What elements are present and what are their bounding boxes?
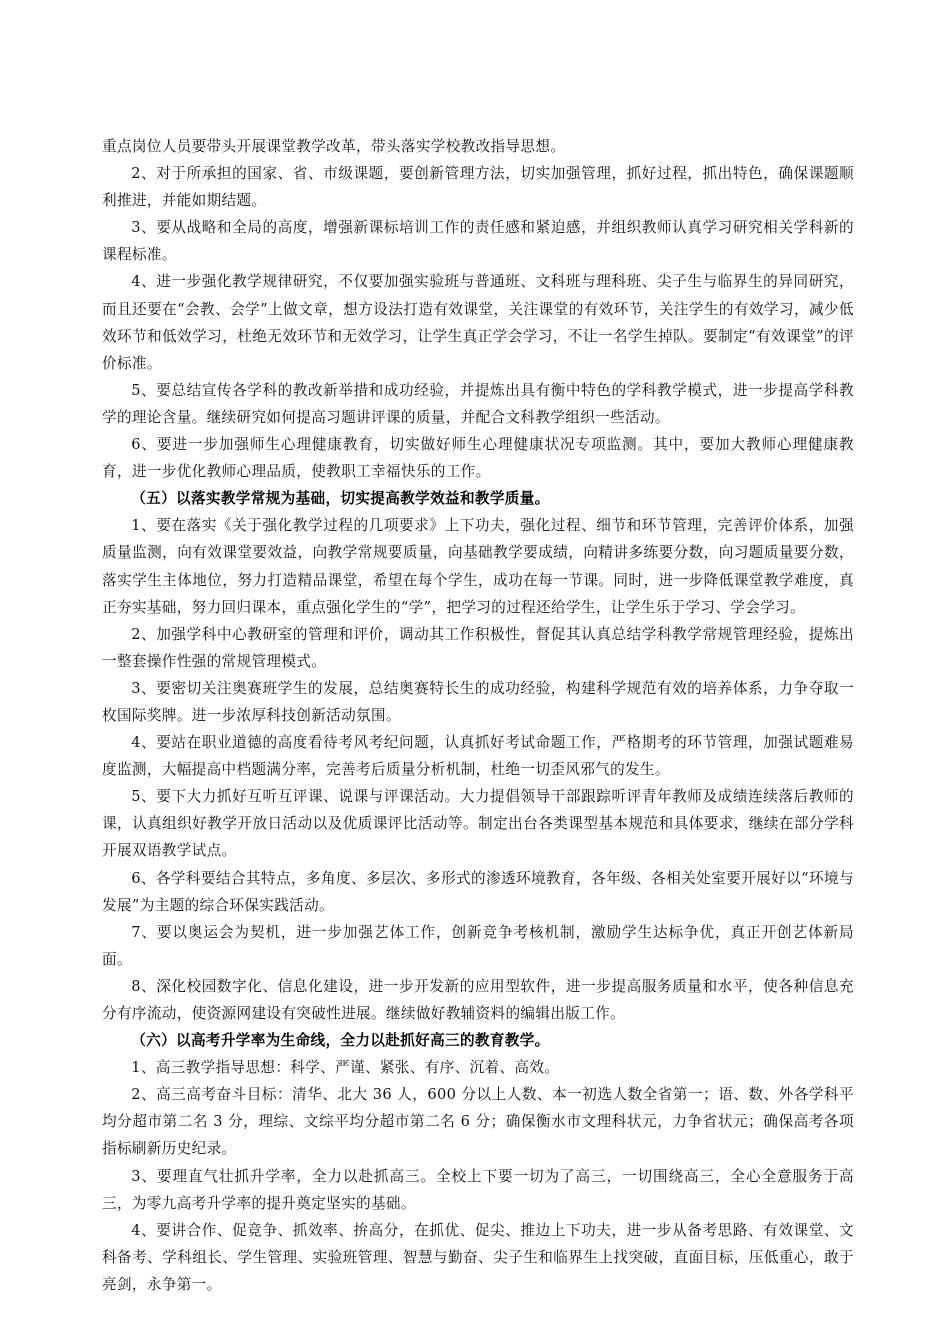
- paragraph: 2、加强学科中心教研室的管理和评价，调动其工作积极性，督促其认真总结学科教学常规管理经验，提炼出一整套操作性强的常规管理模式。: [102, 625, 854, 670]
- paragraph: 2、高三高考奋斗目标：清华、北大 36 人，600 分以上人数、本一初选人数全省第一；语、数、外各学科平均分超市第二名 3 分，理综、文综平均分超市第二名 6 分；确保衡水市文理科状元，力争省状元；确保高考各项指标刷新历史纪录。: [102, 1086, 854, 1158]
- paragraph: 3、要理直气壮抓升学率，全力以赴抓高三。全校上下要一切为了高三，一切围绕高三，全心全意服务于高三，为零九高考升学率的提升奠定坚实的基础。: [102, 1167, 854, 1212]
- paragraph: 7、要以奥运会为契机，进一步加强艺体工作，创新竞争考核机制，激励学生达标争优，真正开创艺体新局面。: [102, 923, 854, 968]
- document-body: [102, 133, 854, 1298]
- section-heading-6: （六）以高考升学率为生命线，全力以赴抓好高三的教育教学。: [131, 1032, 550, 1050]
- paragraph: 4、要站在职业道德的高度看待考风考纪问题，认真抓好考试命题工作，严格期考的环节管理，加强试题难易度监测，大幅提高中档题满分率，完善考后质量分析机制，杜绝一切歪风邪气的发生。: [102, 734, 854, 779]
- paragraph: 2、对于所承担的国家、省、市级课题，要创新管理方法，切实加强管理，抓好过程，抓出特色，确保课题顺利推进，并能如期结题。: [102, 165, 854, 210]
- paragraph: 8、深化校园数字化、信息化建设，进一步开发新的应用型软件，进一步提高服务质量和水平，使各种信息充分有序流动，使资源网建设有突破性进展。继续做好教辅资料的编辑出版工作。: [102, 977, 854, 1022]
- paragraph: 4、进一步强化教学规律研究，不仅要加强实验班与普通班、文科班与理科班、尖子生与临界生的异同研究，而且还要在“会教、会学”上做文章，想方设法打造有效课堂，关注课堂的有效环节，关注学生的有效学习，减少低效环节和低效学习，杜绝无效环节和无效学习，让学生真正学会学习，不让一名学生掉队。要制定“有效课堂”的评价标准。: [102, 273, 854, 372]
- paragraph: 3、要密切关注奥赛班学生的发展，总结奥赛特长生的成功经验，构建科学规范有效的培养体系，力争夺取一枚国际奖牌。进一步浓厚科技创新活动氛围。: [102, 679, 854, 724]
- paragraph-continuation: 重点岗位人员要带头开展课堂教学改革，带头落实学校教改指导思想。: [102, 138, 566, 155]
- paragraph: 1、高三教学指导思想：科学、严谨、紧张、有序、沉着、高效。: [131, 1059, 560, 1077]
- paragraph: 6、要进一步加强师生心理健康教育，切实做好师生心理健康状况专项监测。其中，要加大教师心理健康教育，进一步优化教师心理品质，使教职工幸福快乐的工作。: [102, 436, 854, 481]
- section-heading-5: （五）以落实教学常规为基础，切实提高教学效益和教学质量。: [131, 490, 550, 508]
- paragraph: 4、要讲合作、促竞争、抓效率、拚高分，在抓优、促尖、推边上下功夫，进一步从备考思路、有效课堂、文科备考、学科组长、学生管理、实验班管理、智慧与勤奋、尖子生和临界生上找突破，直面目标，压低重心，敢于亮剑，永争第一。: [102, 1221, 854, 1293]
- paragraph: 3、要从战略和全局的高度，增强新课标培训工作的责任感和紧迫感，并组织教师认真学习研究相关学科新的课程标准。: [102, 219, 854, 264]
- paragraph: 5、要下大力抓好互听互评课、说课与评课活动。大力提倡领导干部跟踪听评青年教师及成绩连续落后教师的课，认真组织好教学开放日活动以及优质课评比活动等。制定出台各类课型基本规范和具体要求，继续在部分学科开展双语教学试点。: [102, 788, 854, 860]
- paragraph: 1、要在落实《关于强化教学过程的几项要求》上下功夫，强化过程、细节和环节管理，完善评价体系，加强质量监测，向有效课堂要效益，向教学常规要质量，向基础教学要成绩，向精讲多练要分数，向习题质量要分数，落实学生主体地位，努力打造精品课堂，希望在每个学生，成功在每一节课。同时，进一步降低课堂教学难度，真正夯实基础，努力回归课本，重点强化学生的“学”，把学习的过程还给学生，让学生乐于学习、学会学习。: [102, 517, 854, 616]
- paragraph: 5、要总结宣传各学科的教改新举措和成功经验，并提炼出具有衡中特色的学科教学模式，进一步提高学科教学的理论含量。继续研究如何提高习题讲评课的质量，并配合文科教学组织一些活动。: [102, 381, 854, 426]
- paragraph: 6、各学科要结合其特点，多角度、多层次、多形式的渗透环境教育，各年级、各相关处室要开展好以“环境与发展”为主题的综合环保实践活动。: [102, 869, 854, 914]
